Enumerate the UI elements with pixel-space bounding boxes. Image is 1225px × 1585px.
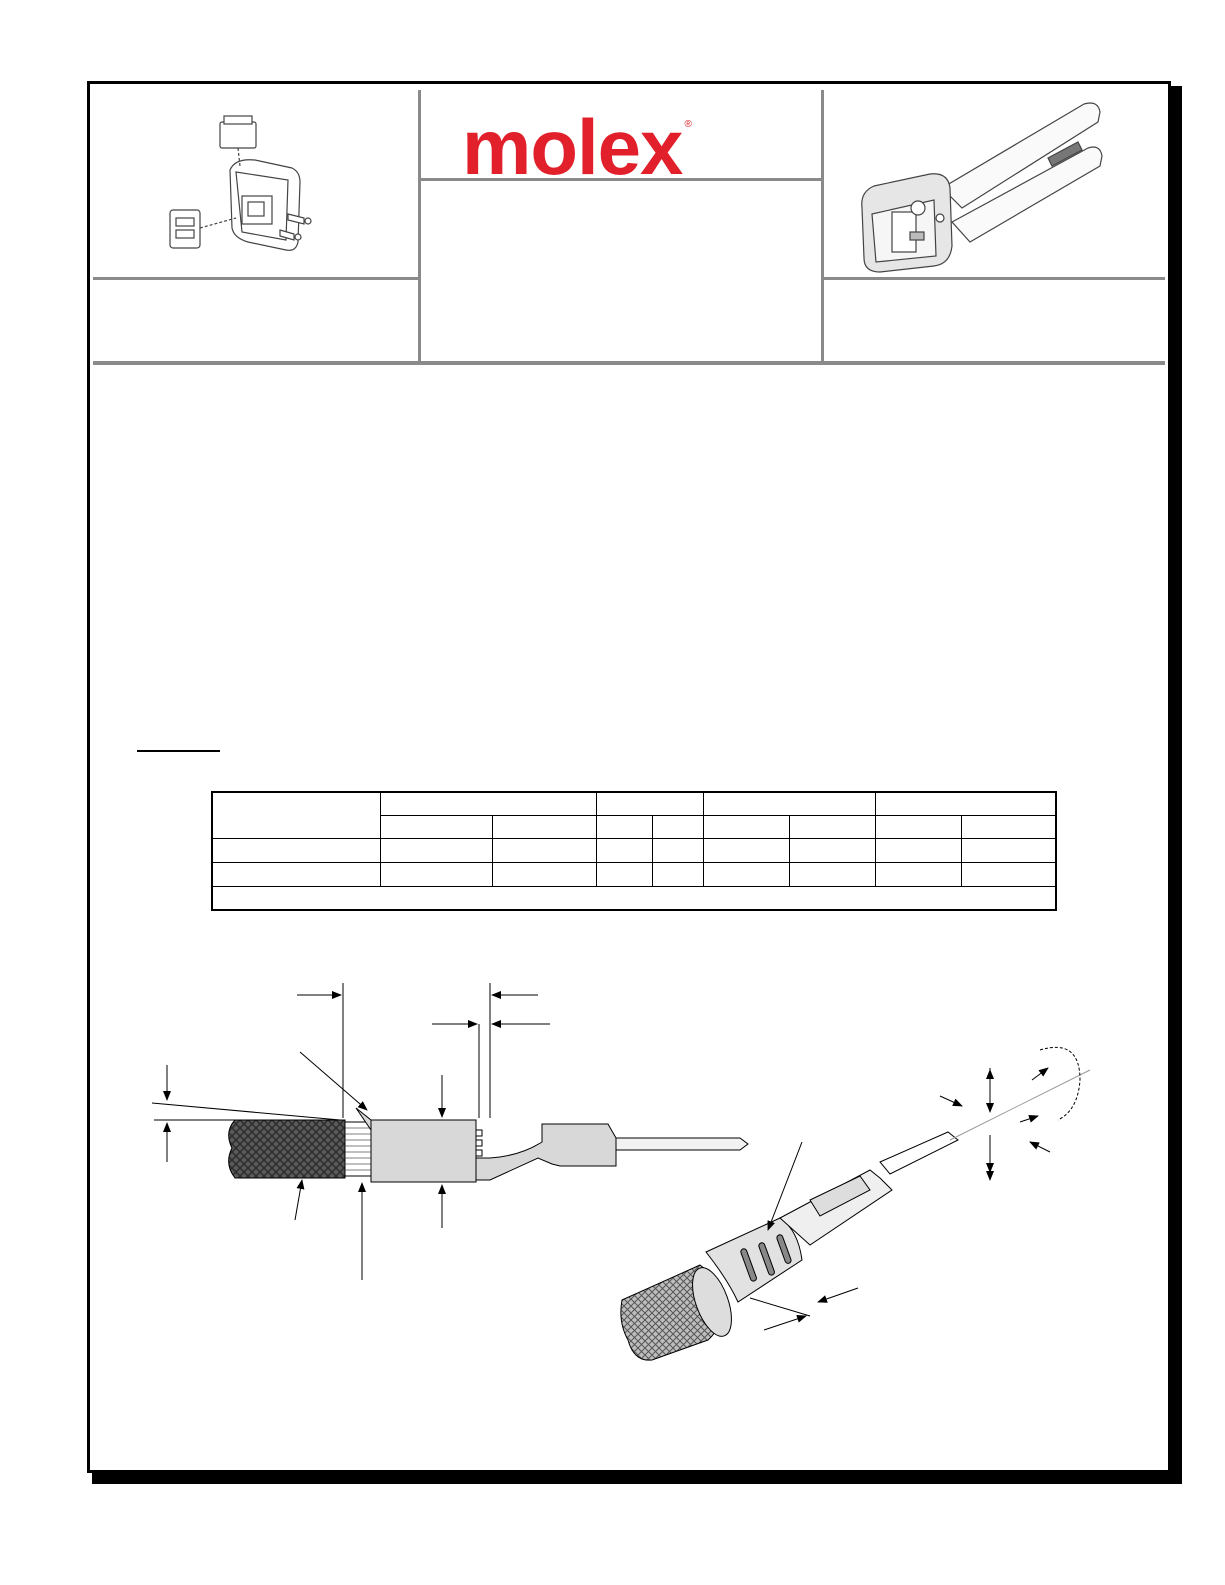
table-cell — [875, 862, 961, 886]
table-row — [212, 862, 1056, 886]
table-footer-cell — [212, 886, 1056, 910]
header-bottom-rule — [93, 361, 1165, 365]
table-cell — [653, 862, 704, 886]
table-row — [212, 838, 1056, 862]
table-cell — [875, 838, 961, 862]
spec-header-cell — [212, 792, 381, 838]
table-cell — [704, 838, 790, 862]
spec-header-group-3 — [704, 792, 876, 815]
table-cell — [790, 838, 876, 862]
table-cell — [212, 862, 381, 886]
table-cell — [961, 862, 1056, 886]
spec-header-group-1 — [381, 792, 596, 815]
logo-text: molex — [462, 103, 683, 191]
table-cell — [961, 838, 1056, 862]
hand-crimp-tool-icon — [852, 96, 1112, 276]
spec-subheader-cell — [653, 815, 704, 838]
table-cell — [653, 838, 704, 862]
spec-header-group-2 — [596, 792, 704, 815]
table-cell — [596, 862, 653, 886]
registered-mark: ® — [684, 119, 691, 130]
spec-subheader-cell — [704, 815, 790, 838]
table-cell — [704, 862, 790, 886]
table-cell — [492, 862, 596, 886]
table-cell — [492, 838, 596, 862]
header-divider-right — [821, 90, 824, 364]
spec-subheader-cell — [596, 815, 653, 838]
crimp-die-exploded-icon — [160, 110, 330, 260]
table-cell — [790, 862, 876, 886]
table-cell — [212, 838, 381, 862]
molex-logo — [462, 103, 691, 191]
table-cell — [596, 838, 653, 862]
table-cell — [381, 862, 493, 886]
header-divider-left — [418, 90, 421, 364]
spec-header-group-4 — [875, 792, 1056, 815]
spec-header-row-1 — [212, 792, 1056, 815]
header-rule-left — [93, 277, 419, 280]
section-underline — [137, 750, 220, 752]
table-cell — [381, 838, 493, 862]
spec-table — [211, 791, 1057, 911]
header-rule-right — [824, 277, 1165, 280]
spec-subheader-cell — [961, 815, 1056, 838]
spec-subheader-cell — [492, 815, 596, 838]
table-footer-row — [212, 886, 1056, 910]
spec-subheader-cell — [875, 815, 961, 838]
spec-subheader-cell — [381, 815, 493, 838]
crimped-terminal-isometric-view — [610, 1040, 1110, 1370]
spec-subheader-cell — [790, 815, 876, 838]
